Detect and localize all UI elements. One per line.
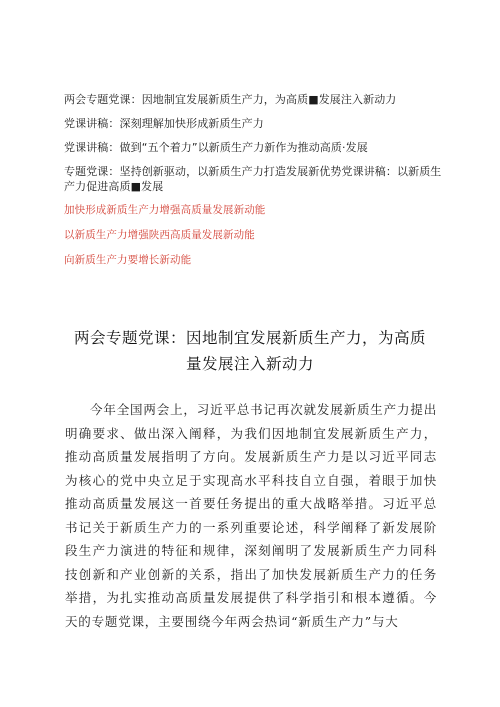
toc-item-red[interactable]: 加快形成新质生产力增强高质量发展新动能 [64,204,266,216]
body-paragraph: 今年全国两会上，习近平总书记再次就发展新质生产力提出明确要求、做出深入阐释，为我们因地制宜发展新质生产力，推动高质量发展指明了方向。发展新质生产力是以习近平同志为核心的党中央立足于实现高水平科技自立自强，着眼于加快推动高质量发展这一首要任务提出的重大战略举措。习近平总书记关于新质生产力的一系列重要论述，科学阐释了新发展阶段生产力演进的特征和规律，深刻阐明了发展新质生产力同科技创新和产业创新的关系，指出了加快发展新质生产力的任务举措，为扎实推动高质量发展提供了科学指引和根本遵循。今天的专题党课，主要围绕今年两会热词“新质生产力”与大 [65,402,437,629]
document-title: 两会专题党课：因地制宜发展新质生产力，为高质量发展注入新动力 [73,329,426,373]
toc-item-red[interactable]: 以新质生产力增强陕西高质量发展新动能 [64,229,255,241]
toc-item[interactable]: 党课讲稿：深刻理解加快形成新质生产力 [64,117,264,130]
toc-item[interactable]: 专题党课：坚持创新驱动，以新质生产力打造发展新优势党课讲稿：以新质生产力促进高质■发展 [64,165,442,193]
toc-item-red[interactable]: 向新质生产力要增长新动能 [64,254,192,266]
table-of-contents [64,92,444,278]
toc-item[interactable]: 两会专题党课：因地制宜发展新质生产力，为高质■发展注入新动力 [64,93,397,106]
toc-item[interactable]: 党课讲稿：做到“五个着力”以新质生产力新作为推动高质·发展 [64,141,368,154]
